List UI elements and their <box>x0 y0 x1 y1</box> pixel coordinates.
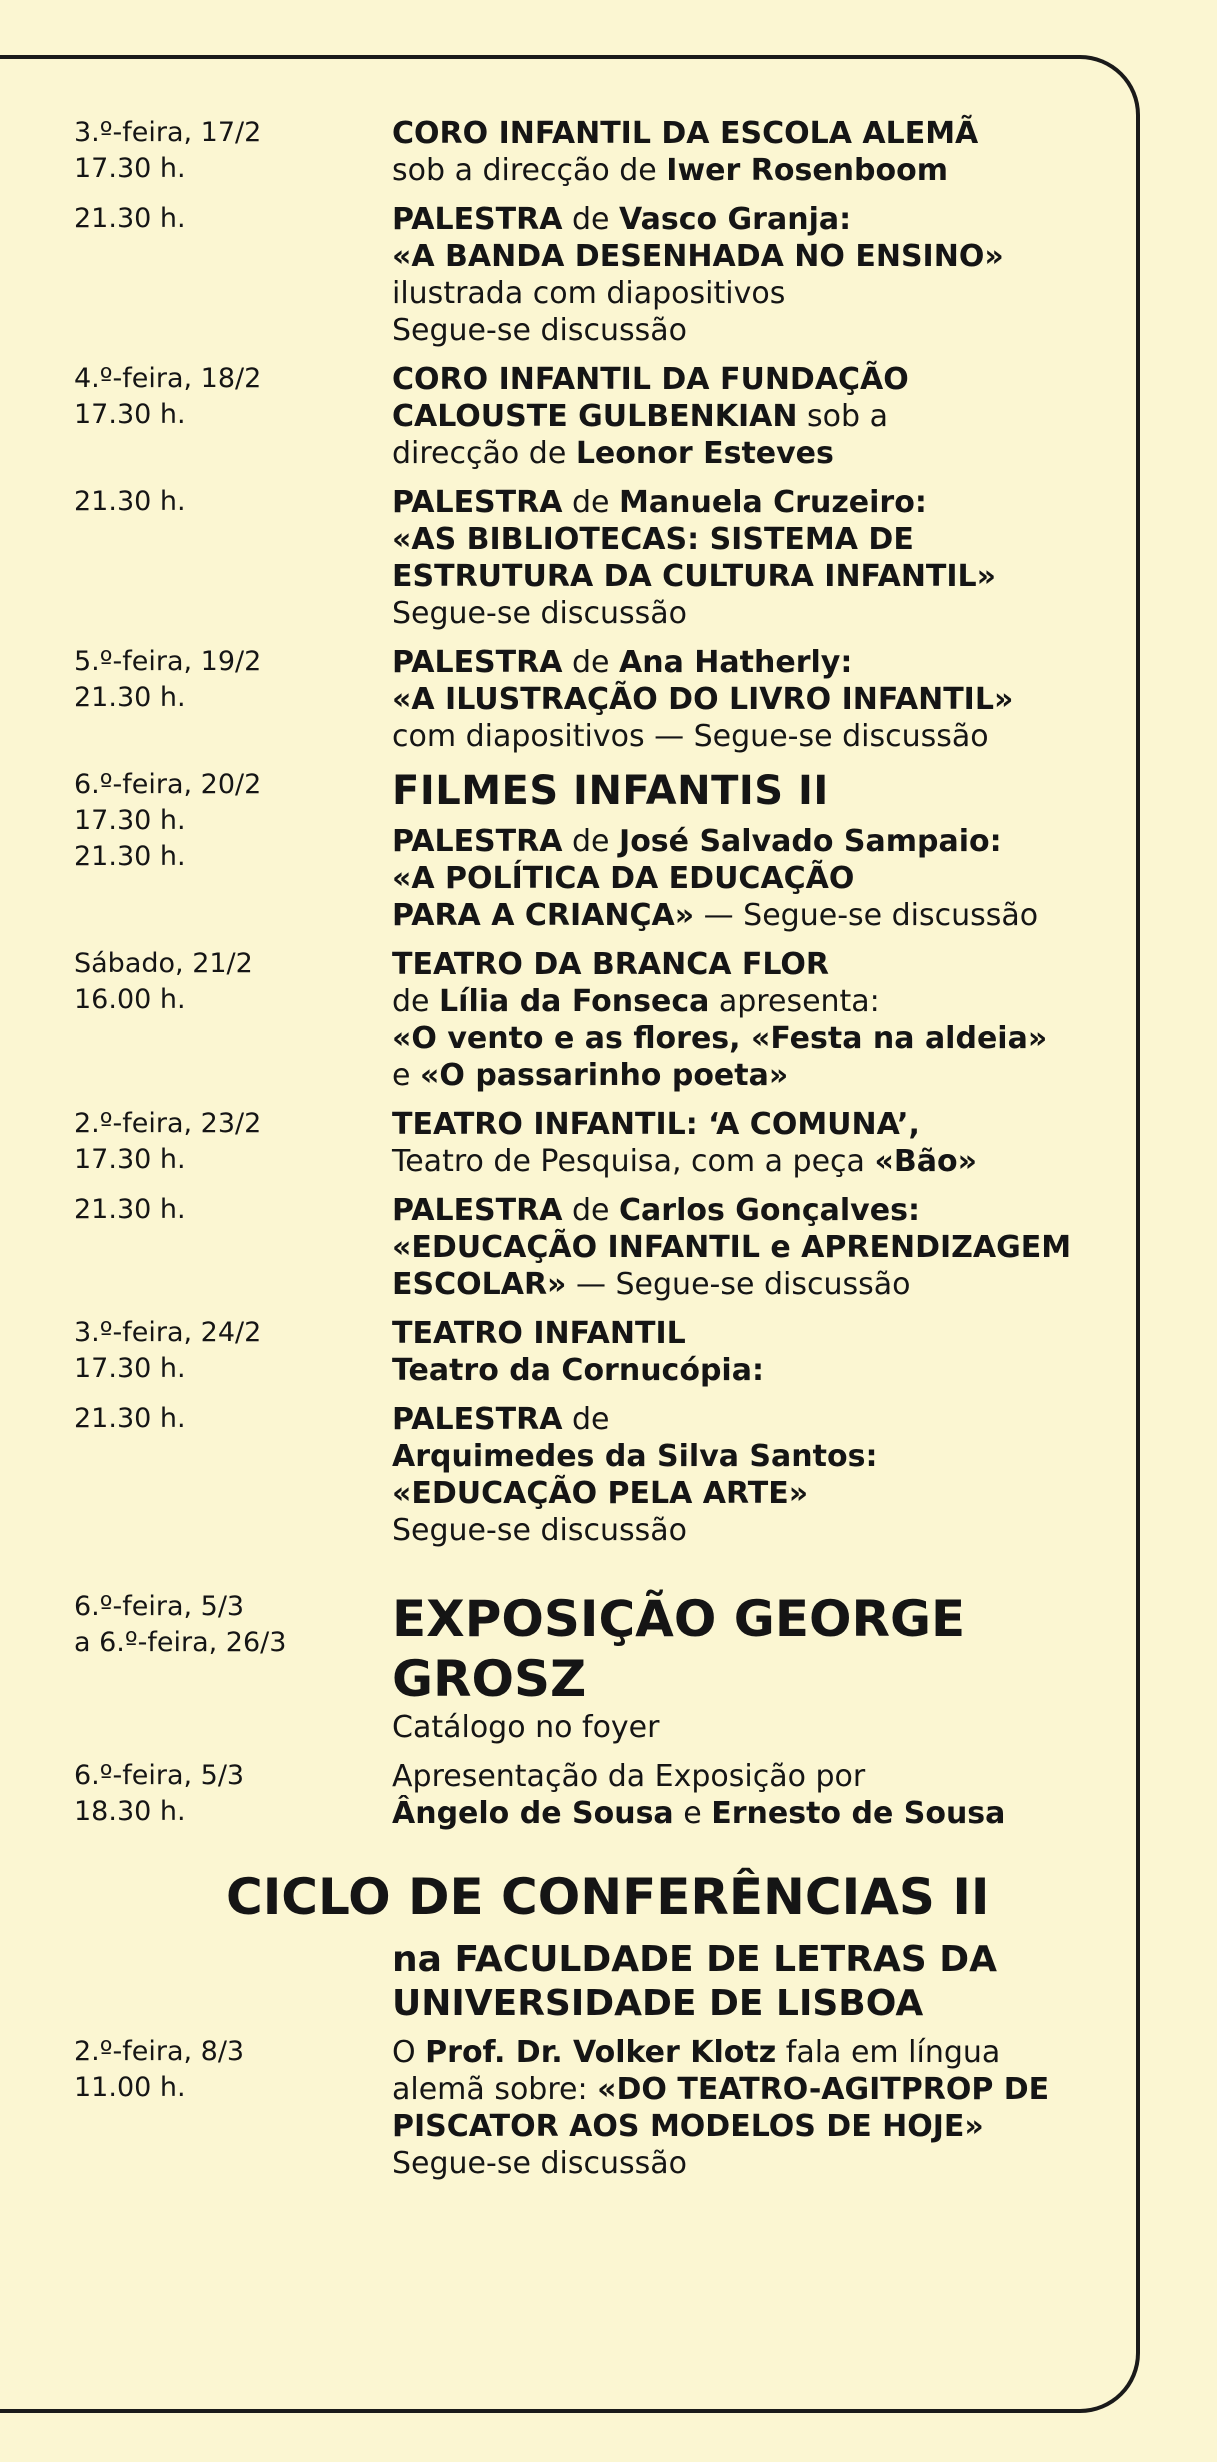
text-fragment: de <box>392 984 440 1019</box>
date-line: 16.00 h. <box>74 984 186 1015</box>
date-line: 17.30 h. <box>74 1144 186 1175</box>
event-entry <box>74 361 1114 472</box>
cycle-dates <box>74 2034 392 2106</box>
text-fragment: PALESTRA <box>392 202 563 237</box>
text-fragment: alemã sobre: <box>392 2072 598 2107</box>
date-line: 17.30 h. <box>74 1353 186 1384</box>
event-entry <box>74 201 1114 349</box>
event-text-line: «A ILUSTRAÇÃO DO LIVRO INFANTIL» <box>392 682 1014 717</box>
event-text-line: Segue-se discussão <box>392 2146 687 2181</box>
event-text-line <box>392 435 1114 472</box>
event-text-line: com diapositivos — Segue-se discussão <box>392 719 989 754</box>
text-fragment: — Segue-se discussão <box>566 1267 911 1302</box>
event-text-line: Segue-se discussão <box>392 596 687 631</box>
date-line: 17.30 h. <box>74 399 186 430</box>
event-text-line <box>392 1192 1114 1229</box>
event-text-line <box>392 2071 1114 2108</box>
event-entry <box>74 1192 1114 1303</box>
date-line: 17.30 h. <box>74 153 186 184</box>
presenters <box>392 1795 1114 1832</box>
event-entry <box>74 1401 1114 1549</box>
event-text-line: TEATRO INFANTIL <box>392 1316 686 1351</box>
exhibition-dates <box>74 1589 392 1661</box>
event-text-line: ESTRUTURA DA CULTURA INFANTIL» <box>392 559 997 594</box>
event-entry <box>74 767 1114 934</box>
event-date <box>74 946 392 1018</box>
text-fragment: Lília da Fonseca <box>439 984 710 1019</box>
event-title: FILMES INFANTIS II <box>392 768 829 814</box>
date-line: 17.30 h. <box>74 805 186 836</box>
event-text-line: Segue-se discussão <box>392 313 687 348</box>
event-date <box>74 201 392 237</box>
date-line: 11.00 h. <box>74 2072 186 2103</box>
text-fragment: PALESTRA <box>392 485 563 520</box>
text-fragment: Ana Hatherly: <box>619 645 853 680</box>
event-description <box>392 1315 1114 1389</box>
event-text-line <box>392 2034 1114 2071</box>
event-description <box>392 361 1114 472</box>
event-entry <box>74 1106 1114 1180</box>
event-text-line <box>392 897 1114 934</box>
event-description <box>392 1192 1114 1303</box>
event-text-line: Teatro da Cornucópia: <box>392 1353 764 1388</box>
event-text-line <box>392 644 1114 681</box>
text-fragment: «Bão» <box>874 1144 977 1179</box>
date-line: 6.º-feira, 5/3 <box>74 1591 245 1622</box>
event-text-line <box>392 983 1114 1020</box>
text-fragment: PALESTRA <box>392 1402 563 1437</box>
text-fragment: de <box>562 645 620 680</box>
event-text-line: Arquimedes da Silva Santos: <box>392 1439 878 1474</box>
event-entry <box>74 115 1114 189</box>
exhibition-title: EXPOSIÇÃO GEORGE GROSZ <box>392 1590 966 1708</box>
text-fragment: sob a direcção de <box>392 153 667 188</box>
text-fragment: PALESTRA <box>392 645 563 680</box>
event-entry <box>74 946 1114 1094</box>
event-text-line <box>392 1143 1114 1180</box>
text-fragment: «O passarinho poeta» <box>420 1058 789 1093</box>
text-fragment: PALESTRA <box>392 1193 563 1228</box>
presenter-joiner: e <box>673 1796 712 1831</box>
event-description <box>392 946 1114 1094</box>
exhibition-catalog: Catálogo no foyer <box>392 1710 660 1745</box>
text-fragment: de <box>562 1193 620 1228</box>
event-text-line: «EDUCAÇÃO PELA ARTE» <box>392 1476 809 1511</box>
event-list <box>74 115 1114 1549</box>
event-description <box>392 1401 1114 1549</box>
date-line: 21.30 h. <box>74 1194 186 1225</box>
text-fragment: direcção de <box>392 436 576 471</box>
event-text-line: «AS BIBLIOTECAS: SISTEMA DE <box>392 522 914 557</box>
event-entry <box>74 644 1114 755</box>
text-fragment: Leonor Esteves <box>575 436 834 471</box>
cycle-venue: na FACULDADE DE LETRAS DA <box>392 1939 998 1980</box>
event-text-line <box>392 201 1114 238</box>
event-date <box>74 767 392 875</box>
date-line: 18.30 h. <box>74 1796 186 1827</box>
date-line: 3.º-feira, 17/2 <box>74 117 262 148</box>
cycle-title: CICLO DE CONFERÊNCIAS II <box>226 1868 990 1926</box>
text-fragment: PALESTRA <box>392 824 563 859</box>
exhibition-block <box>74 1589 1114 1832</box>
presentation-text: Apresentação da Exposição por <box>392 1759 866 1794</box>
cycle-venue: UNIVERSIDADE DE LISBOA <box>392 1983 924 2024</box>
event-text-line: «O vento e as flores, «Festa na aldeia» <box>392 1021 1048 1056</box>
text-fragment: de <box>562 485 620 520</box>
programme-listing <box>74 115 1114 2204</box>
date-line: a 6.º-feira, 26/3 <box>74 1627 287 1658</box>
presenter-name: Ângelo de Sousa <box>392 1796 674 1831</box>
text-fragment: de <box>562 1402 610 1437</box>
text-fragment: Manuela Cruzeiro: <box>619 485 927 520</box>
event-text-line <box>392 1266 1114 1303</box>
event-description <box>392 201 1114 349</box>
date-line: 21.30 h. <box>74 1403 186 1434</box>
date-line: 21.30 h. <box>74 682 186 713</box>
text-fragment: de <box>562 202 620 237</box>
text-fragment: ESCOLAR» <box>392 1267 567 1302</box>
date-line: 2.º-feira, 23/2 <box>74 1108 262 1139</box>
date-line: 21.30 h. <box>74 203 186 234</box>
cycle-description <box>392 2034 1114 2182</box>
event-text-line: Segue-se discussão <box>392 1513 687 1548</box>
text-fragment: Iwer Rosenboom <box>666 153 948 188</box>
date-line: 6.º-feira, 20/2 <box>74 769 262 800</box>
text-fragment: José Salvado Sampaio: <box>619 824 1002 859</box>
event-text-line <box>392 1401 1114 1438</box>
event-description <box>392 1106 1114 1180</box>
event-date <box>74 1192 392 1228</box>
event-text-line <box>392 823 1114 860</box>
event-text-line: «A POLÍTICA DA EDUCAÇÃO <box>392 861 855 896</box>
event-text-line <box>392 1057 1114 1094</box>
text-fragment: Prof. Dr. Volker Klotz <box>425 2035 777 2070</box>
event-date <box>74 1315 392 1387</box>
text-fragment: Carlos Gonçalves: <box>619 1193 920 1228</box>
date-line: 21.30 h. <box>74 841 186 872</box>
text-fragment: e <box>392 1058 420 1093</box>
text-fragment: O <box>392 2035 426 2070</box>
event-text-line: TEATRO INFANTIL: ‘A COMUNA’, <box>392 1107 920 1142</box>
event-date <box>74 484 392 520</box>
event-date <box>74 115 392 187</box>
text-fragment: fala em língua <box>776 2035 1001 2070</box>
event-entry <box>74 1315 1114 1389</box>
event-date <box>74 644 392 716</box>
date-line: 6.º-feira, 5/3 <box>74 1760 245 1791</box>
event-text-line: ilustrada com diapositivos <box>392 276 786 311</box>
date-line: 2.º-feira, 8/3 <box>74 2036 245 2067</box>
text-fragment: PARA A CRIANÇA» <box>392 898 695 933</box>
date-line: 5.º-feira, 19/2 <box>74 646 262 677</box>
event-text-line <box>392 398 1114 435</box>
date-line: 4.º-feira, 18/2 <box>74 363 262 394</box>
event-description <box>392 484 1114 632</box>
event-description <box>392 644 1114 755</box>
event-text-line: TEATRO DA BRANCA FLOR <box>392 947 830 982</box>
event-description <box>392 115 1114 189</box>
event-text-line <box>392 152 1114 189</box>
text-fragment: Vasco Granja: <box>619 202 852 237</box>
text-fragment: CALOUSTE GULBENKIAN <box>392 399 798 434</box>
event-text-line: CORO INFANTIL DA ESCOLA ALEMÃ <box>392 116 979 151</box>
text-fragment: sob a <box>797 399 888 434</box>
text-fragment: Teatro de Pesquisa, com a peça <box>392 1144 875 1179</box>
event-text-line: CORO INFANTIL DA FUNDAÇÃO <box>392 362 909 397</box>
date-line: 21.30 h. <box>74 486 186 517</box>
event-entry <box>74 484 1114 632</box>
event-description <box>392 767 1114 934</box>
event-text-line: «EDUCAÇÃO INFANTIL e APRENDIZAGEM <box>392 1230 1072 1265</box>
event-date <box>74 361 392 433</box>
text-fragment: «DO TEATRO-AGITPROP DE <box>597 2072 1050 2107</box>
date-line: 3.º-feira, 24/2 <box>74 1317 262 1348</box>
cycle-block <box>74 1938 1114 2182</box>
event-date <box>74 1106 392 1178</box>
presenter-name: Ernesto de Sousa <box>711 1796 1006 1831</box>
text-fragment: de <box>562 824 620 859</box>
event-text-line: PISCATOR AOS MODELOS DE HOJE» <box>392 2109 984 2144</box>
presentation-dates <box>74 1758 392 1830</box>
event-text-line: «A BANDA DESENHADA NO ENSINO» <box>392 239 1004 274</box>
text-fragment: — Segue-se discussão <box>694 898 1039 933</box>
event-text-line <box>392 484 1114 521</box>
text-fragment: apresenta: <box>709 984 880 1019</box>
date-line: Sábado, 21/2 <box>74 948 253 979</box>
event-date <box>74 1401 392 1437</box>
